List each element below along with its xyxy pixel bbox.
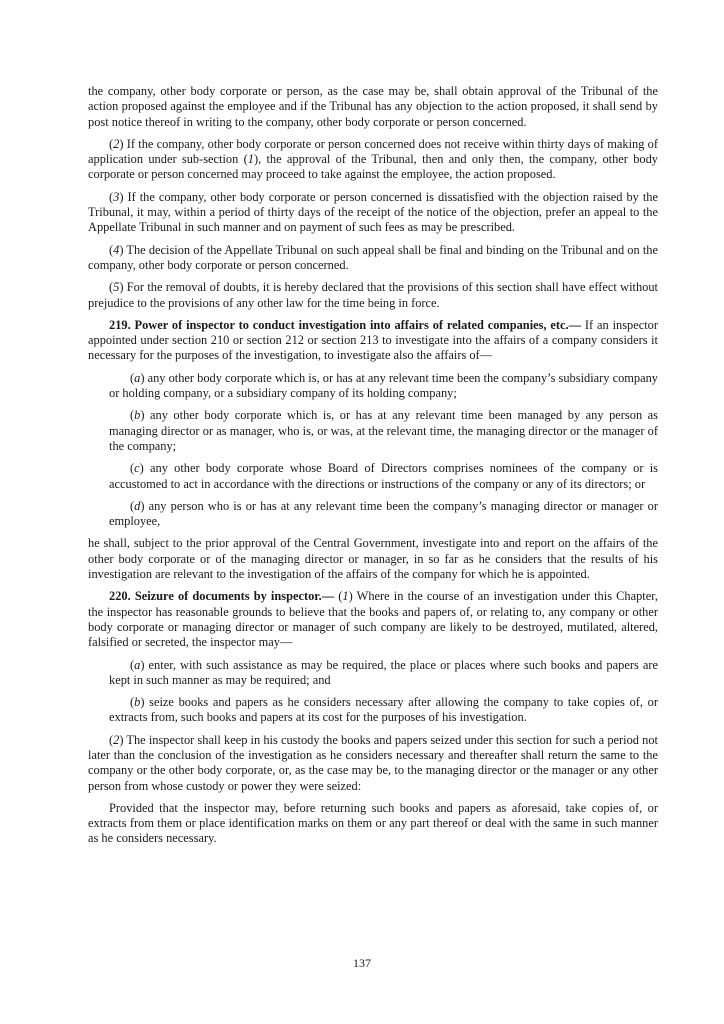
- subsection-number: 2: [113, 732, 120, 747]
- subsection-number: 5: [113, 280, 120, 295]
- section-219-clause-a: (a) any other body corporate which is, or has at any relevant time been the company’s subsidiary company or holding company, or a subsidiary company of its holding company;: [109, 370, 658, 401]
- paragraph-subsection-5: (5) For the removal of doubts, it is hereby declared that the provisions of this section shall have effect without prejudice to the provisions of any other law for the time being in force.: [88, 280, 658, 310]
- clause-label: a: [134, 370, 141, 385]
- section-219-heading: 219. Power of inspector to conduct investigation into affairs of related companies, etc.—: [109, 317, 582, 332]
- paragraph-subsection-3: (3) If the company, other body corporate or person concerned is dissatisfied with the objection raised by the Tribunal, it may, within a period of thirty days of the receipt of the notice of the objection, prefer an appeal to the Appellate Tribunal in such manner and on payment of such fees as may be prescribed.: [88, 189, 658, 235]
- clause-label: d: [134, 498, 141, 513]
- section-220-heading: 220. Seizure of documents by inspector.—: [109, 589, 335, 604]
- section-219-tail: he shall, subject to the prior approval of the Central Government, investigate into and report on the affairs of the other body corporate or of the managing director or manager, in so far as he considers that the results of his investigation are relevant to the investigation of the affairs of the company for which he is appointed.: [88, 536, 658, 582]
- paragraph-subsection-2: (2) If the company, other body corporate or person concerned does not receive within thirty days of making of application under sub-section (1), the approval of the Tribunal, then and only then, the company, other body corporate or person concerned may proceed to take against the employee, the action proposed.: [88, 136, 658, 182]
- subsection-number: 3: [113, 189, 120, 204]
- subsection-number: 4: [113, 242, 120, 257]
- section-220: 220. Seizure of documents by inspector.— (1) Where in the course of an investigation under this Chapter, the inspector has reasonable grounds to believe that the books and papers of, or relating to, any company or other body corporate or managing director or manager of such company are likely to be destroyed, mutilated, altered, falsified or secreted, the inspector may—: [88, 589, 658, 650]
- section-220-proviso: Provided that the inspector may, before returning such books and papers as aforesaid, take copies of, or extracts from them or place identification marks on them or any part thereof or deal with the same in such manner as he considers necessary.: [88, 800, 658, 846]
- clause-label: a: [134, 657, 141, 672]
- subsection-reference: 1: [247, 152, 254, 167]
- paragraph-subsection-4: (4) The decision of the Appellate Tribunal on such appeal shall be final and binding on the Tribunal and on the company, other body corporate or person concerned.: [88, 242, 658, 272]
- subsection-number: 1: [342, 589, 349, 604]
- section-219: 219. Power of inspector to conduct investigation into affairs of related companies, etc.— If an inspector appointed under section 210 or section 212 or section 213 to investigate into the affairs of a company considers it necessary for the purposes of the investigation, to investigate also the affairs of—: [88, 317, 658, 363]
- paragraph-continuation: the company, other body corporate or person, as the case may be, shall obtain approval of the Tribunal of the action proposed against the employee and if the Tribunal has any objection to the action proposed, it shall send by post notice thereof in writing to the company, other body corporate or person concerned.: [88, 84, 658, 129]
- section-219-clause-c: (c) any other body corporate whose Board of Directors comprises nominees of the company or is accustomed to act in accordance with the directions or instructions of the company or any of its directors; or: [109, 461, 658, 491]
- section-220-clause-b: (b) seize books and papers as he considers necessary after allowing the company to take copies of, or extracts from, such books and papers at its cost for the purposes of his investigation.: [109, 695, 658, 725]
- subsection-number: 2: [113, 136, 120, 151]
- page-number: 137: [353, 956, 371, 970]
- section-219-clause-d: (d) any person who is or has at any relevant time been the company’s managing director or manager or employee,: [109, 498, 658, 529]
- section-220-subsection-2: (2) The inspector shall keep in his custody the books and papers seized under this section for such a period not later than the conclusion of the investigation as he considers necessary and thereafter shall return the same to the company or the other body corporate, or, as the case may be, to the managing director or the manager or any other person from whose custody or power they were seized:: [88, 732, 658, 793]
- clause-label: c: [134, 461, 140, 476]
- clause-label: b: [134, 695, 141, 710]
- document-page: [88, 84, 658, 854]
- section-219-clause-b: (b) any other body corporate which is, or has at any relevant time been managed by any person as managing director or as manager, who is, or was, at the relevant time, the managing director or the manager of the company;: [109, 408, 658, 453]
- clause-label: b: [134, 408, 141, 423]
- section-220-clause-a: (a) enter, with such assistance as may be required, the place or places where such books and papers are kept in such manner as may be required; and: [109, 657, 658, 687]
